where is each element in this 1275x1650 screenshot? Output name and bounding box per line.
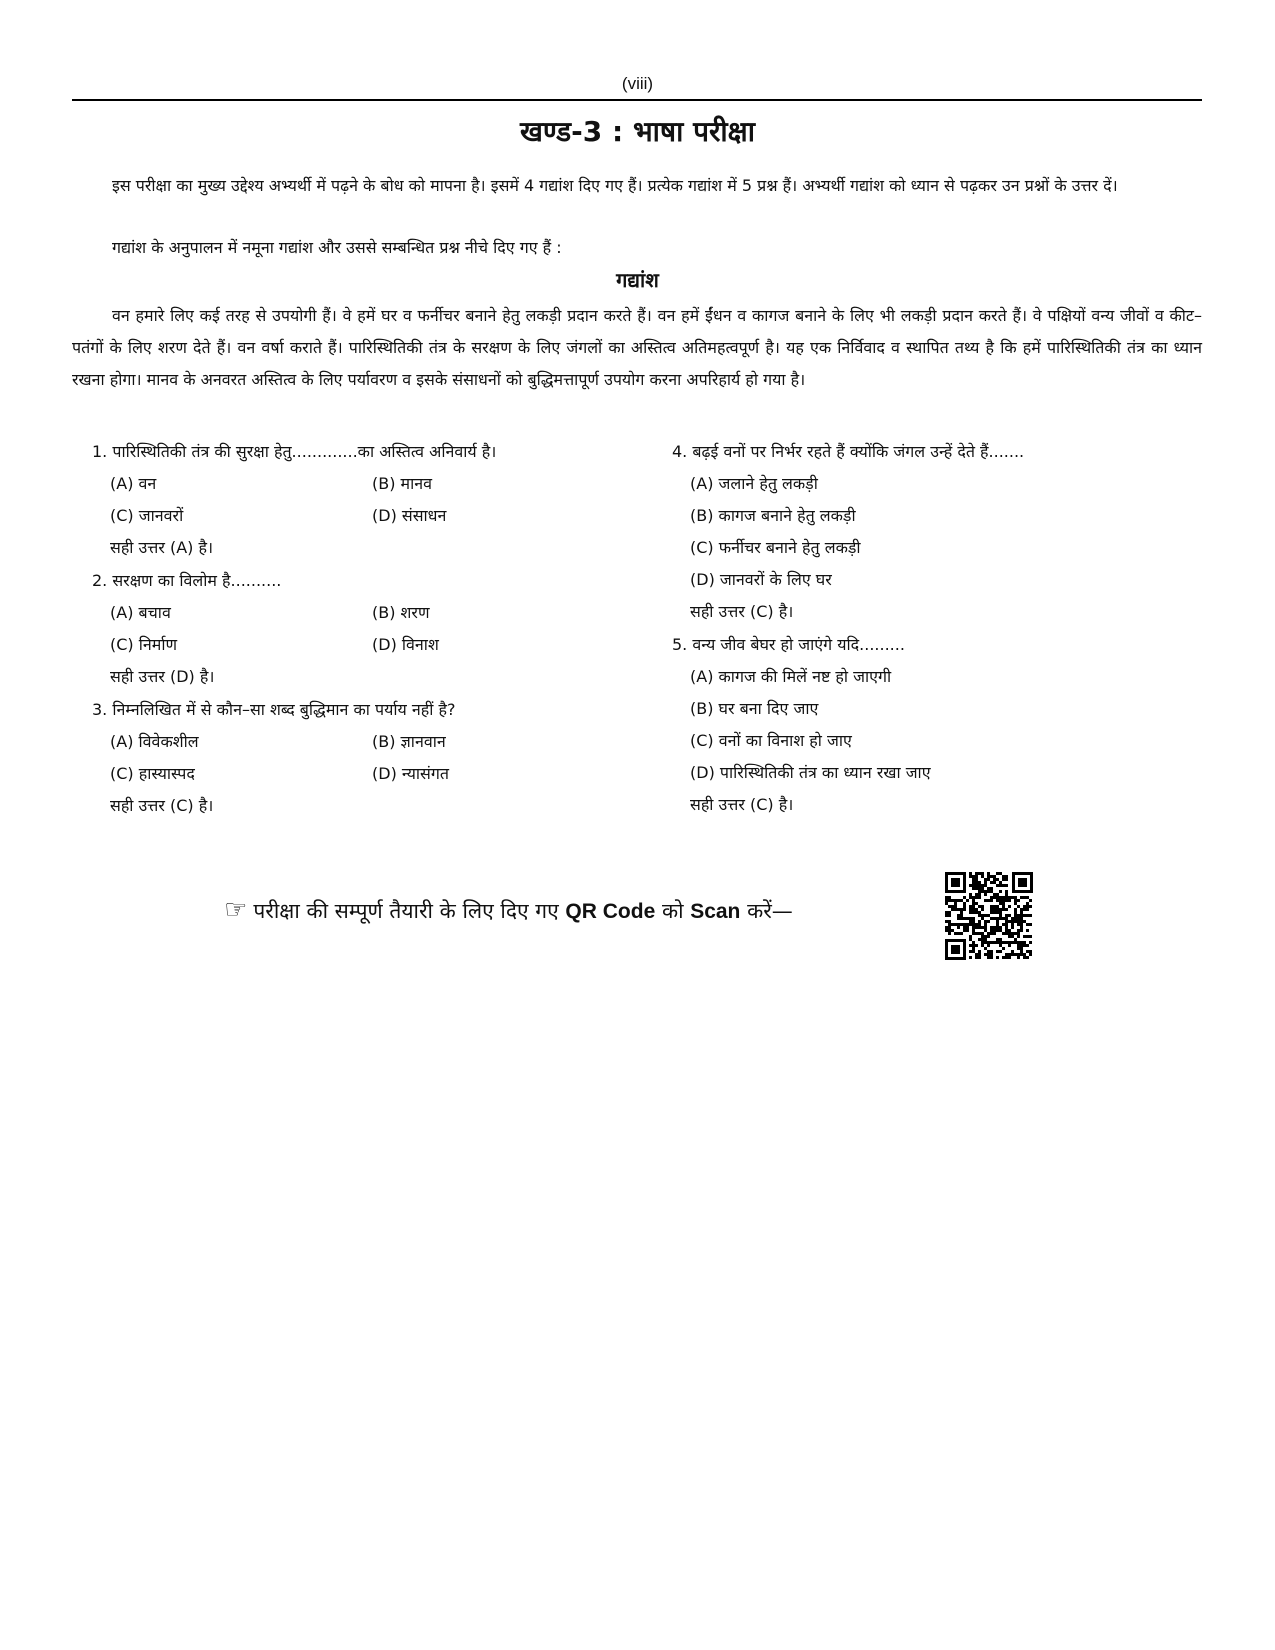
qr-code-label: QR Code [565, 900, 656, 923]
option-a: (A) बचाव [110, 603, 171, 622]
answer-text: सही उत्तर (A) है। [110, 538, 214, 557]
question-2 [92, 564, 652, 693]
option-d: (D) जानवरों के लिए घर [690, 570, 832, 589]
option-d: (D) विनाश [372, 635, 439, 654]
questions-left-column [92, 435, 652, 822]
question-5 [672, 628, 1212, 821]
option-a: (A) कागज की मिलें नष्ट हो जाएगी [690, 667, 892, 686]
option-b: (B) मानव [372, 474, 433, 493]
option-d: (D) संसाधन [372, 506, 447, 525]
scan-label: Scan [690, 900, 741, 923]
option-d: (D) पारिस्थितिकी तंत्र का ध्यान रखा जाए [690, 763, 931, 782]
question-text: 2. सरक्षण का विलोम है.......... [92, 571, 282, 590]
intro-paragraph-2: गद्यांश के अनुपालन में नमूना गद्यांश और उससे सम्बन्धित प्रश्न नीचे दिए गए हैं : [112, 238, 562, 257]
question-3 [92, 693, 652, 822]
option-a: (A) विवेकशील [110, 732, 199, 751]
pointing-hand-icon: ☞ [224, 895, 248, 925]
answer-text: सही उत्तर (C) है। [690, 795, 794, 814]
qr-text-part: परीक्षा की सम्पूर्ण तैयारी के लिए दिए गए [253, 899, 566, 923]
option-c: (C) हास्यास्पद [110, 764, 195, 783]
question-text: 1. पारिस्थितिकी तंत्र की सुरक्षा हेतु.............का अस्तित्व अनिवार्य है। [92, 442, 497, 461]
intro-paragraph: इस परीक्षा का मुख्य उद्देश्य अभ्यर्थी में पढ़ने के बोध को मापना है। इसमें 4 गद्यांश दिए गए हैं। प्रत्येक गद्यांश में 5 प्रश्न हैं। अभ्यर्थी गद्यांश को ध्यान से पढ़कर उन प्रश्नों के उत्तर दें। [112, 176, 1118, 195]
answer-text: सही उत्तर (C) है। [690, 602, 794, 621]
question-text: 4. बढ़ई वनों पर निर्भर रहते हैं क्योंकि जंगल उन्हें देते हैं....... [672, 442, 1025, 461]
question-text: 5. वन्य जीव बेघर हो जाएंगे यदि......... [672, 635, 905, 654]
questions-right-column [672, 435, 1212, 821]
option-b: (B) कागज बनाने हेतु लकड़ी [690, 506, 856, 525]
page-number: (viii) [621, 74, 654, 93]
qr-code-icon[interactable] [943, 870, 1035, 962]
qr-text-part: को [655, 899, 691, 923]
option-b: (B) ज्ञानवान [372, 732, 446, 751]
option-a: (A) जलाने हेतु लकड़ी [690, 474, 818, 493]
option-c: (C) वनों का विनाश हो जाए [690, 731, 852, 750]
section-title: खण्ड-3 : भाषा परीक्षा [519, 115, 756, 148]
passage-heading: गद्यांश [616, 268, 659, 292]
option-d: (D) न्यासंगत [372, 764, 449, 783]
answer-text: सही उत्तर (C) है। [110, 796, 214, 815]
question-4 [672, 435, 1212, 628]
passage-paragraph: वन हमारे लिए कई तरह से उपयोगी हैं। वे हमें घर व फर्नीचर बनाने हेतु लकड़ी प्रदान करते हैं। वन हमें ईंधन व कागज बनाने के लिए भी लकड़ी प्रदान करते हैं। वे पक्षियों वन्य जीवों व कीट–पतंगों के लिए शरण देते हैं। वन वर्षा कराते हैं। पारिस्थितिकी तंत्र के सरक्षण के लिए जंगलों का अस्तित्व अतिमहत्वपूर्ण है। यह एक निर्विवाद व स्थापित तथ्य है कि हमें पारिस्थितिकी तंत्र का ध्यान रखना होगा। मानव के अनवरत अस्तित्व के लिए पर्यावरण व इसके संसाधनों को बुद्धिमत्तापूर्ण उपयोग करना अपरिहार्य हो गया है। [72, 306, 1202, 389]
option-c: (C) जानवरों [110, 506, 184, 525]
option-a: (A) वन [110, 474, 157, 493]
qr-instruction [224, 895, 793, 925]
option-b: (B) शरण [372, 603, 430, 622]
header-rule [72, 99, 1202, 101]
option-c: (C) फर्नीचर बनाने हेतु लकड़ी [690, 538, 861, 557]
answer-text: सही उत्तर (D) है। [110, 667, 215, 686]
question-1 [92, 435, 652, 564]
qr-text-part: करें— [740, 899, 793, 923]
option-b: (B) घर बना दिए जाए [690, 699, 819, 718]
question-text: 3. निम्नलिखित में से कौन–सा शब्द बुद्धिमान का पर्याय नहीं है? [92, 700, 456, 719]
option-c: (C) निर्माण [110, 635, 178, 654]
